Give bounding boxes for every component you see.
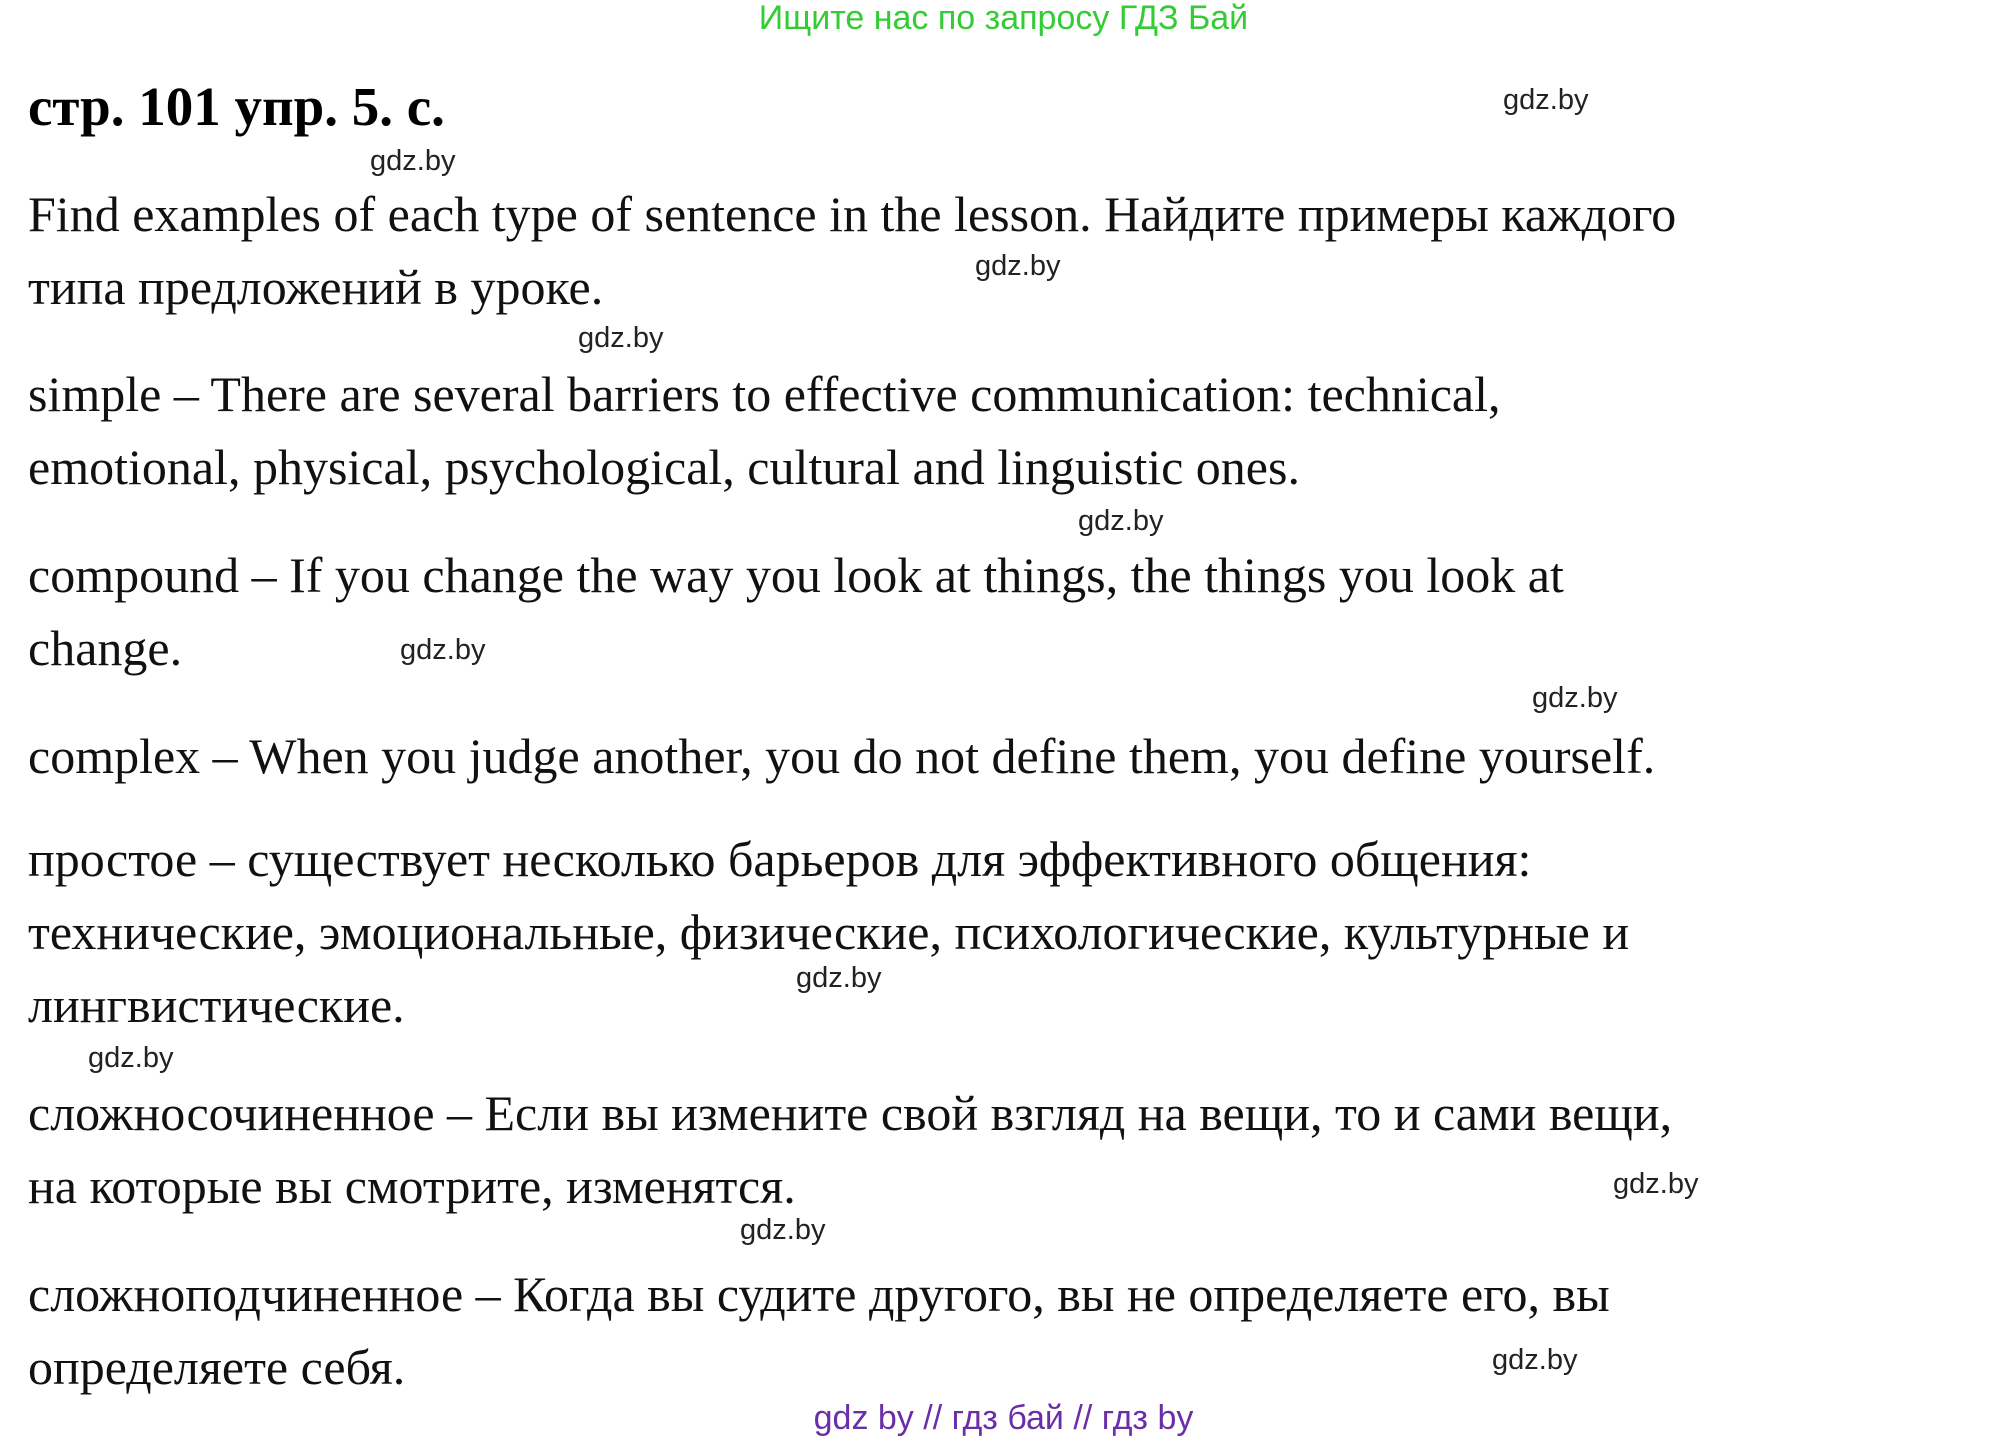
text-line: определяете себя.	[28, 1339, 406, 1395]
exercise-heading: стр. 101 упр. 5. с.	[28, 76, 445, 137]
text-line: compound – If you change the way you look at things, the things you look at	[28, 547, 1564, 603]
text-line: типа предложений в уроке.	[28, 259, 604, 315]
text-line: на которые вы смотрите, изменятся.	[28, 1158, 796, 1214]
text-line: сложноподчиненное – Когда вы судите другого, вы не определяете его, вы	[28, 1266, 1610, 1322]
watermark: gdz.by	[1613, 1168, 1699, 1200]
simple-sentence-paragraph	[28, 358, 1988, 504]
complex-sentence-paragraph	[28, 720, 1988, 793]
watermark: gdz.by	[740, 1214, 826, 1246]
watermark: gdz.by	[88, 1042, 174, 1074]
prostoe-paragraph	[28, 823, 1988, 1042]
watermark: gdz.by	[400, 634, 486, 666]
text-line: простое – существует несколько барьеров для эффективного общения:	[28, 831, 1532, 887]
watermark: gdz.by	[1078, 505, 1164, 537]
text-line: complex – When you judge another, you do not define them, you define yourself.	[28, 728, 1656, 784]
text-line: лингвистические.	[28, 977, 405, 1033]
slozhnopodchinennoe-paragraph	[28, 1258, 1988, 1404]
slozhnosochinennoe-paragraph	[28, 1077, 1988, 1223]
watermark: gdz.by	[1532, 682, 1618, 714]
text-line: Find examples of each type of sentence in the lesson. Найдите примеры каждого	[28, 186, 1677, 242]
search-banner: Ищите нас по запросу ГДЗ Бай	[758, 0, 1249, 37]
text-line: change.	[28, 620, 183, 676]
footer-watermark: gdz by // гдз бай // гдз by	[813, 1399, 1194, 1437]
text-line: сложносочиненное – Если вы измените свой взгляд на вещи, то и сами вещи,	[28, 1085, 1673, 1141]
text-line: технические, эмоциональные, физические, психологические, культурные и	[28, 904, 1630, 960]
compound-sentence-paragraph	[28, 539, 1988, 685]
watermark: gdz.by	[1492, 1344, 1578, 1376]
watermark: gdz.by	[578, 322, 664, 354]
watermark: gdz.by	[370, 145, 456, 177]
watermark: gdz.by	[796, 962, 882, 994]
text-line: emotional, physical, psychological, cultural and linguistic ones.	[28, 439, 1300, 495]
watermark: gdz.by	[975, 250, 1061, 282]
watermark: gdz.by	[1503, 84, 1589, 116]
text-line: simple – There are several barriers to effective communication: technical,	[28, 366, 1501, 422]
